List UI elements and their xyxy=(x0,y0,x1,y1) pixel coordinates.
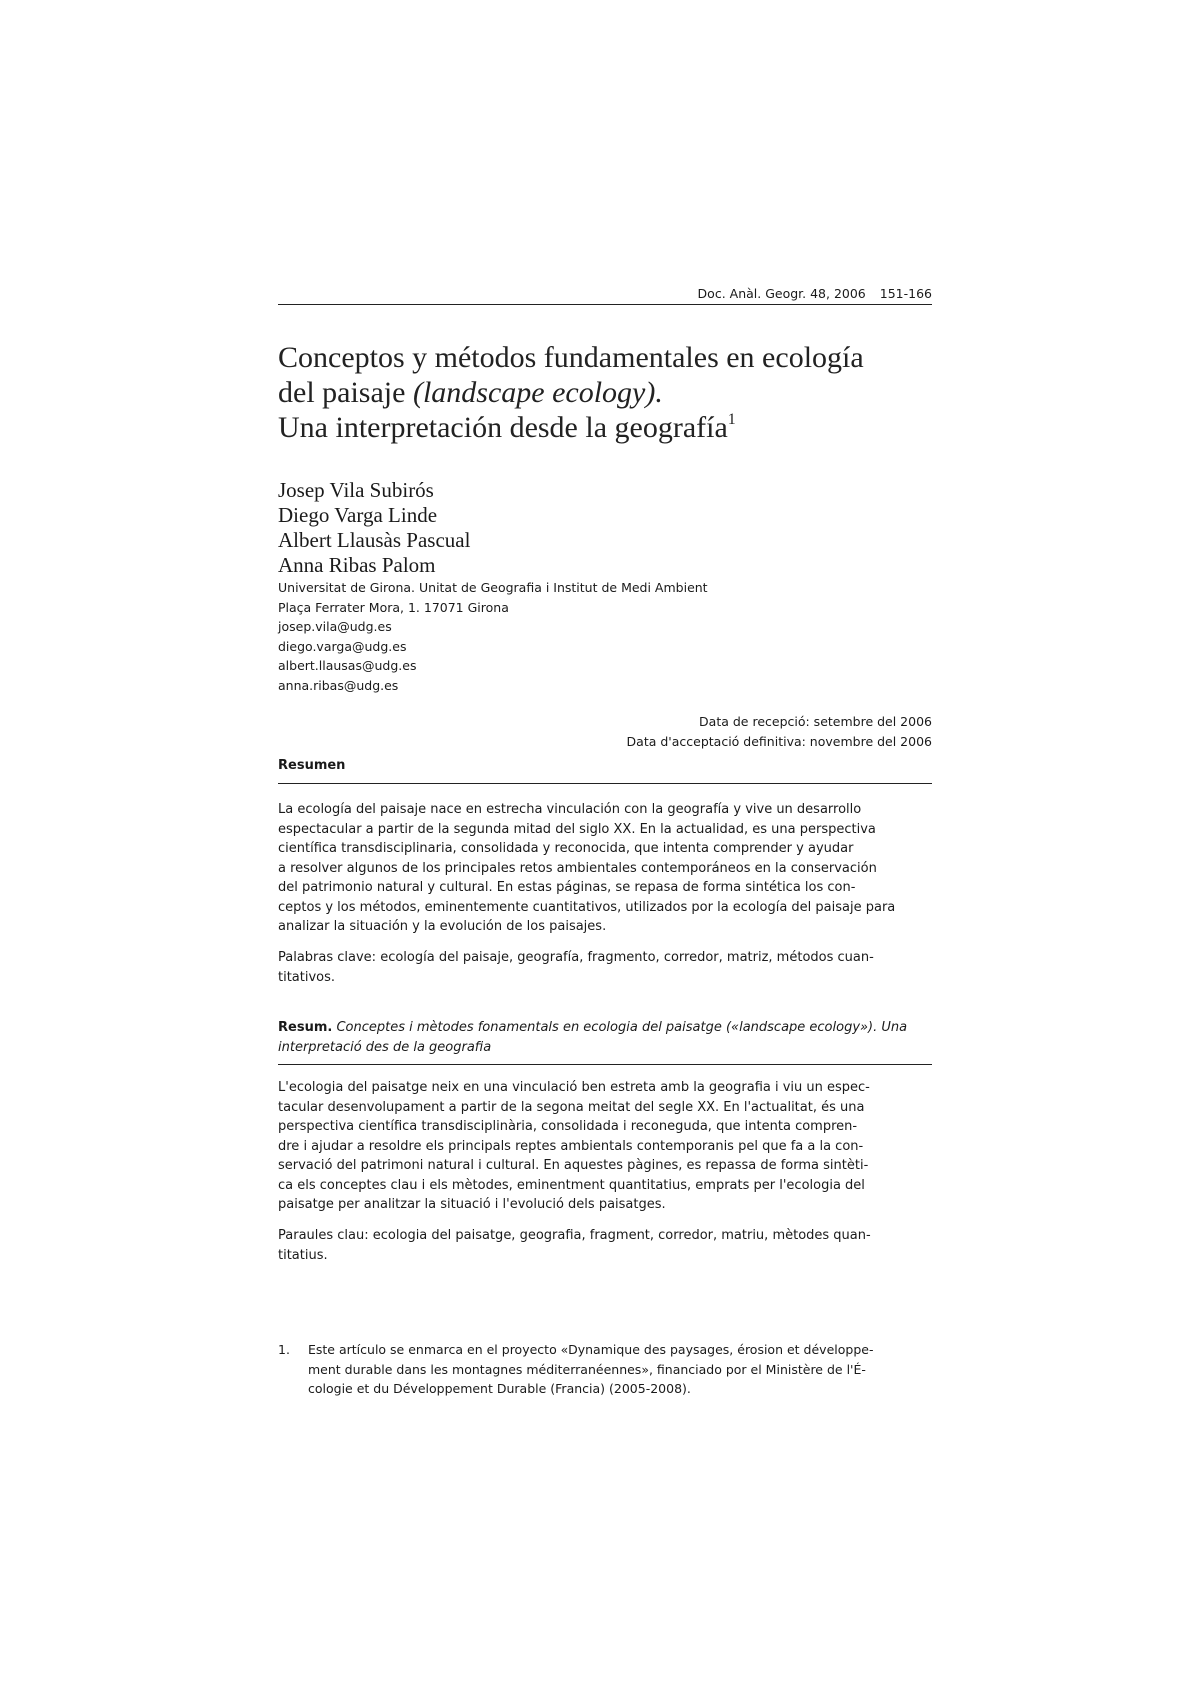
abstract-line: La ecología del paisaje nace en estrecha vinculación con la geografía y vive un desarrollo xyxy=(278,802,862,817)
resumen-heading xyxy=(278,756,932,784)
author-list xyxy=(278,478,932,578)
journal-citation: Doc. Anàl. Geogr. 48, 2006 xyxy=(697,286,866,301)
title-line-1: Conceptos y métodos fundamentales en ecología xyxy=(278,341,864,374)
accepted-date: Data d'acceptació definitiva: novembre del 2006 xyxy=(626,733,932,749)
keywords-line: titativos. xyxy=(278,969,336,985)
title-line-2-italic: (landscape ecology). xyxy=(412,376,663,409)
footnote-number: 1. xyxy=(278,1342,290,1357)
keywords-line xyxy=(278,948,932,968)
keywords-text: ecología del paisaje, geografía, fragmento, corredor, matriz, métodos cuan- xyxy=(376,950,874,965)
abstract-line: L'ecologia del paisatge neix en una vinculació ben estreta amb la geografia i viu un espec- xyxy=(278,1080,870,1095)
resumen-keywords xyxy=(278,948,932,987)
resum-heading-label: Resum. xyxy=(278,1020,333,1035)
author-name: Josep Vila Subirós xyxy=(278,478,434,502)
abstract-line: perspectiva científica transdisciplinària, consolidada i reconeguda, que intenta compren- xyxy=(278,1119,858,1134)
abstract-line: a resolver algunos de los principales retos ambientales contemporáneos en la conservación xyxy=(278,860,877,876)
author-name: Anna Ribas Palom xyxy=(278,553,436,577)
abstract-line: servació del patrimoni natural i cultural. En aquestes pàgines, es repassa de forma sintèti- xyxy=(278,1158,869,1173)
footnote-line: cologie et du Développement Durable (Francia) (2005-2008). xyxy=(308,1381,691,1396)
email-link[interactable]: diego.varga@udg.es xyxy=(278,638,407,654)
resum-heading-line xyxy=(278,1038,932,1058)
resum-heading-line xyxy=(278,1018,932,1038)
title-line-2 xyxy=(278,375,932,410)
email-link[interactable]: josep.vila@udg.es xyxy=(278,619,392,634)
keywords-text: ecologia del paisatge, geografia, fragment, corredor, matriu, mètodes quan- xyxy=(368,1228,871,1243)
author-name: Diego Varga Linde xyxy=(278,503,438,527)
keywords-label: Palabras clave: xyxy=(278,950,377,965)
footnote-text xyxy=(308,1340,932,1399)
keywords-line: titatius. xyxy=(278,1247,328,1263)
author-name: Albert Llausàs Pascual xyxy=(278,528,471,552)
email-link[interactable]: albert.llausas@udg.es xyxy=(278,658,417,673)
resum-heading xyxy=(278,1018,932,1065)
abstract-line: analizar la situación y la evolución de los paisajes. xyxy=(278,919,607,934)
resum-keywords xyxy=(278,1226,932,1265)
address: Plaça Ferrater Mora, 1. 17071 Girona xyxy=(278,599,509,615)
abstract-line: ca els conceptes clau i els mètodes, eminentment quantitatius, emprats per l'ecologia del xyxy=(278,1177,865,1193)
affiliation-block xyxy=(278,578,932,695)
title-line-2-text: del paisaje xyxy=(278,376,413,409)
abstract-line: del patrimonio natural y cultural. En estas páginas, se repasa de forma sintética los con- xyxy=(278,880,856,895)
title-footnote-mark: 1 xyxy=(727,411,736,428)
email-link[interactable]: anna.ribas@udg.es xyxy=(278,677,399,693)
received-date: Data de recepció: setembre del 2006 xyxy=(699,714,932,729)
title-line-3 xyxy=(278,410,932,445)
abstract-line: científica transdisciplinaria, consolidada y reconocida, que intenta comprender y ayudar xyxy=(278,841,854,856)
page-range: 151-166 xyxy=(879,286,932,301)
keywords-line xyxy=(278,1226,932,1246)
resum-heading-title: Conceptes i mètodes fonamentals en ecologia del paisatge («landscape ecology»). Una xyxy=(332,1020,908,1035)
running-head xyxy=(278,286,932,305)
abstract-line: ceptos y los métodos, eminentemente cuantitativos, utilizados por la ecología del paisaje para xyxy=(278,899,896,915)
resumen-heading-label: Resumen xyxy=(278,758,346,773)
article-title xyxy=(278,340,932,445)
abstract-line: dre i ajudar a resoldre els principals reptes ambientals contemporanis pel que fa a la con- xyxy=(278,1138,864,1154)
abstract-line: tacular desenvolupament a partir de la segona meitat del segle XX. En l'actualitat, és una xyxy=(278,1099,865,1115)
abstract-line: espectacular a partir de la segunda mitad del siglo XX. En la actualidad, es una perspectiva xyxy=(278,821,876,837)
institution: Universitat de Girona. Unitat de Geografia i Institut de Medi Ambient xyxy=(278,580,708,595)
footnote xyxy=(278,1340,932,1399)
resumen-abstract xyxy=(278,800,932,937)
dates-block xyxy=(278,712,932,751)
footnote-line: Este artículo se enmarca en el proyecto «Dynamique des paysages, érosion et développe- xyxy=(308,1342,874,1357)
abstract-line: paisatge per analitzar la situació i l'evolució dels paisatges. xyxy=(278,1197,666,1212)
keywords-label: Paraules clau: xyxy=(278,1228,369,1243)
resum-heading-title: interpretació des de la geografia xyxy=(278,1039,492,1055)
footnote-line: ment durable dans les montagnes méditerranéennes», financiado por el Ministère de l'É- xyxy=(308,1361,866,1377)
resum-abstract xyxy=(278,1078,932,1215)
title-line-3-text: Una interpretación desde la geografía xyxy=(278,411,728,444)
